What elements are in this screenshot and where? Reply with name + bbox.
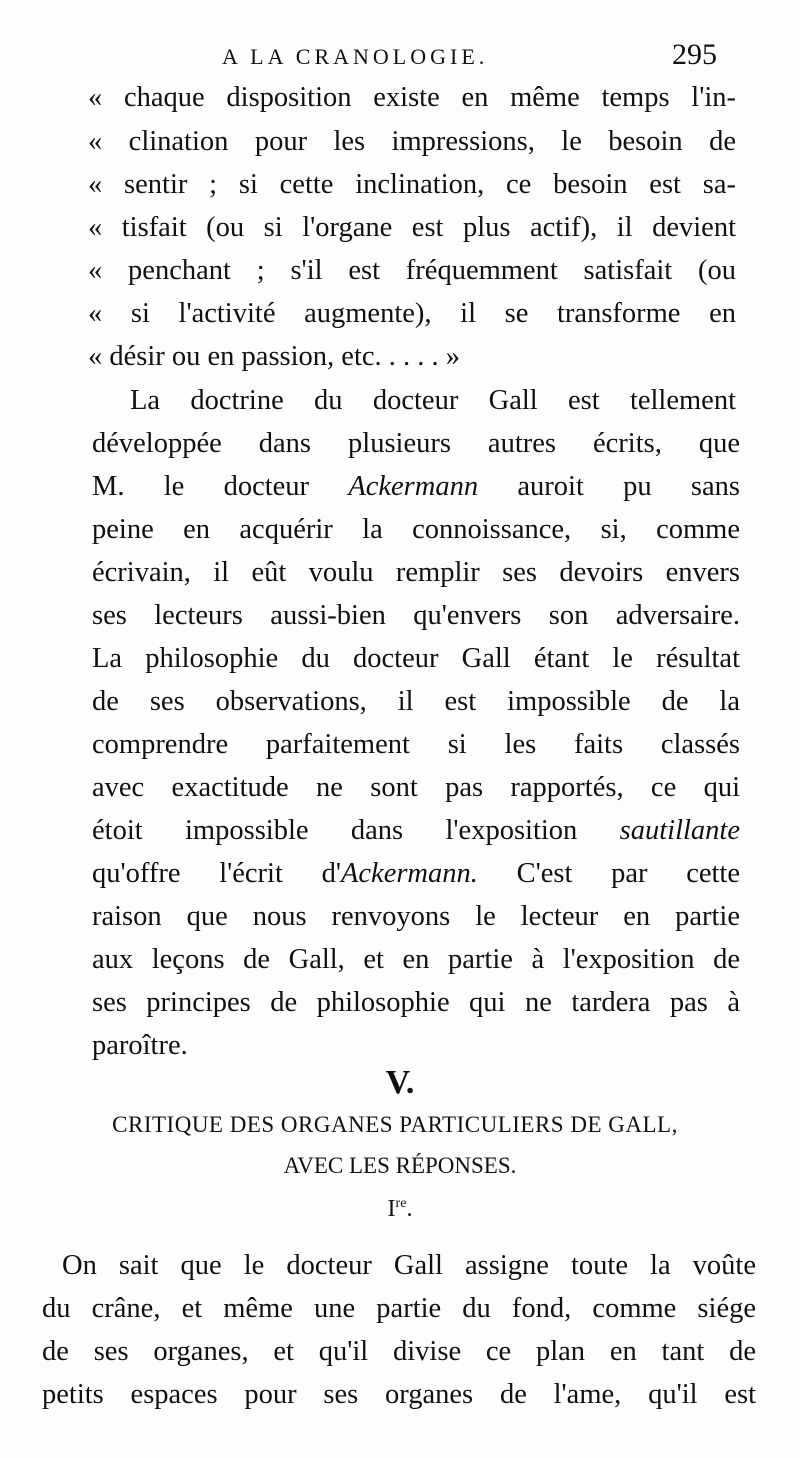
paragraph-line: petits espaces pour ses organes de l'ame, qu'il est xyxy=(42,1379,756,1410)
paragraph-line: peine en acquérir la connoissance, si, comme xyxy=(92,514,740,545)
paragraph-line: avec exactitude ne sont pas rapportés, ce qui xyxy=(92,772,740,803)
paragraph-line: paroître. xyxy=(92,1030,188,1061)
author-name: Ackermann. xyxy=(340,858,478,889)
paragraph-line: M. le docteur Ackermann auroit pu sans xyxy=(92,471,740,502)
quote-line: « chaque disposition existe en même temps l'in- xyxy=(88,82,736,113)
section-number: V. xyxy=(385,1064,415,1101)
subsection-label: Ire. xyxy=(387,1196,413,1222)
author-name: Ackermann xyxy=(348,471,479,502)
paragraph-line: aux leçons de Gall, et en partie à l'exposition de xyxy=(92,944,740,975)
paragraph-line: qu'offre l'écrit d'Ackermann. C'est par cette xyxy=(92,858,740,889)
paragraph-line: ses lecteurs aussi-bien qu'envers son adversaire. xyxy=(92,600,740,631)
quote-line: « penchant ; s'il est fréquemment satisfait (ou xyxy=(88,255,736,286)
quote-line: « sentir ; si cette inclination, ce besoin est sa- xyxy=(88,169,736,200)
quote-line: « tisfait (ou si l'organe est plus actif), il devient xyxy=(88,212,736,243)
paragraph-line: développée dans plusieurs autres écrits, que xyxy=(92,428,740,459)
emphasis-word: sautillante xyxy=(619,815,740,846)
paragraph-line: du crâne, et même une partie du fond, comme siége xyxy=(42,1293,756,1324)
paragraph-line: de ses observations, il est impossible de la xyxy=(92,686,740,717)
paragraph-line: raison que nous renvoyons le lecteur en partie xyxy=(92,901,740,932)
page-number: 295 xyxy=(672,38,717,71)
paragraph-line: étoit impossible dans l'exposition sautillante xyxy=(92,815,740,846)
page-header xyxy=(0,38,800,78)
quote-line: « si l'activité augmente), il se transforme en xyxy=(88,298,736,329)
quote-line: « clination pour les impressions, le besoin de xyxy=(88,126,736,157)
quote-line: « désir ou en passion, etc. . . . . » xyxy=(88,341,461,372)
paragraph-line: La philosophie du docteur Gall étant le résultat xyxy=(92,643,740,674)
paragraph-line: de ses organes, et qu'il divise ce plan en tant de xyxy=(42,1336,756,1367)
section-title: CRITIQUE DES ORGANES PARTICULIERS DE GALL, xyxy=(112,1112,678,1137)
paragraph-line: La doctrine du docteur Gall est tellement xyxy=(130,385,736,416)
paragraph-line: ses principes de philosophie qui ne tardera pas à xyxy=(92,987,740,1018)
paragraph-line: comprendre parfaitement si les faits classés xyxy=(92,729,740,760)
paragraph-line: écrivain, il eût voulu remplir ses devoirs envers xyxy=(92,557,740,588)
section-subtitle: AVEC LES RÉPONSES. xyxy=(283,1153,517,1178)
paragraph-line: On sait que le docteur Gall assigne toute la voûte xyxy=(62,1250,756,1281)
running-head: A LA CRANOLOGIE. xyxy=(222,44,489,69)
